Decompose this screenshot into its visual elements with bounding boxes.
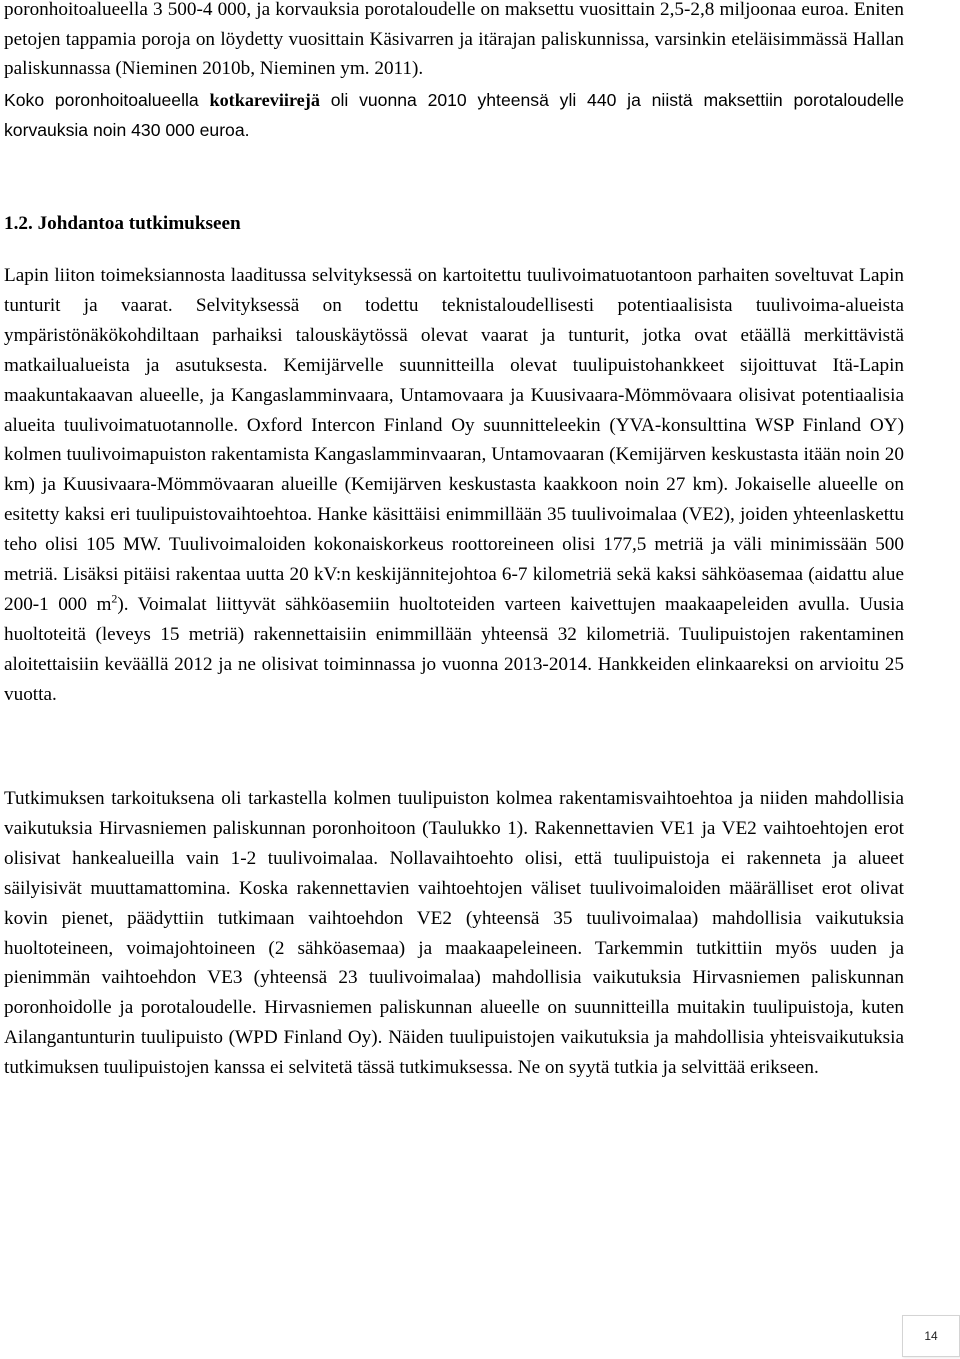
page-number: 14 <box>902 1315 960 1357</box>
superscript-2: 2 <box>111 591 118 606</box>
intro-p2-bold-term: kotkareviirejä <box>209 90 320 110</box>
intro-paragraph-1: poronhoitoalueella 3 500-4 000, ja korvauksia porotaloudelle on maksettu vuosittain 2,5-2,8 miljoonaa euroa. Eniten petojen tappamia poroja on löydetty vuosittain Käsivarren ja itärajan paliskunnissa, varsinkin eteläisimmässä Hallan paliskunnassa (Nieminen 2010b, Nieminen ym. 2011). <box>4 0 904 79</box>
section-p1-text-start: Lapin liiton toimeksiannosta laaditussa selvityksessä on kartoitettu tuulivoimatuotantoon parhaiten soveltuvat Lapin tunturit ja vaarat. Selvityksessä on todettu teknistaloudellisesti potentiaalisista tuulivoima-alueista ympäristönäkökohdiltaan parhaiksi talouskäytössä olevat vaarat ja tunturit, jotka ovat etäällä merkittävistä matkailualueista ja asutuksesta. Kemijärvelle suunnitteilla olevat tuulipuistohankkeet sijoittuvat Itä-Lapin maakuntakaavan alueelle, ja Kangaslamminvaara, Untamovaara ja Kuusivaara-Mömmövaara olisivat potentiaalisia alueita tuulivoimatuotannolle. Oxford Intercon Finland Oy suunnitteleekin (YVA-konsulttina WSP Finland OY) kolmen tuulivoimapuiston rakentamista Kangaslamminvaaran, Untamovaaran (Kemijärven keskustasta itään noin 20 km) ja Kuusivaara-Mömmövaaran alueille (Kemijärven keskustasta kaakkoon noin 27 km). Jokaiselle alueelle on esitetty kaksi eri tuulipuistovaihtoehtoa. Hanke käsittäisi enimmillään 35 tuulivoimalaa (VE2), joiden yhteenlaskettu teho olisi 105 MW. Tuulivoimaloiden kokonaiskorkeus roottoreineen olisi 177,5 metriä ja väli minimissään 500 metriä. Lisäksi pitäisi rakentaa uutta 20 kV:n keskijännitejohtoa 6-7 kilometriä sekä kaksi sähköasemaa (aidattu alue 200-1 000 m <box>4 265 904 615</box>
intro-p2-text-end: oli vuonna 2010 yhteensä yli 440 ja niistä maksettiin porotaloudelle korvauksia noin 430 000 euroa. <box>4 90 904 140</box>
section-p1-text-end: ). Voimalat liittyvät sähköasemiin huoltoteiden varteen kaivettujen maakaapeleiden avulla. Uusia huoltoteitä (leveys 15 metriä) rakennettaisiin enimmillään yhteensä 32 kilometriä. Tuulipuistojen rakentaminen aloitettaisiin keväällä 2012 ja ne olisivat toiminnassa jo vuonna 2013-2014. Hankkeiden elinkaareksi on arvioitu 25 vuotta. <box>4 593 904 705</box>
intro-p2-text-start: Koko poronhoitoalueella <box>4 90 210 110</box>
section-paragraph-2: Tutkimuksen tarkoituksena oli tarkastella kolmen tuulipuiston kolmea rakentamisvaihtoehtoa ja niiden mahdollisia vaikutuksia Hirvasniemen paliskunnan poronhoitoon (Taulukko 1). Rakennettavien VE1 ja VE2 vaihtoehtojen erot olisivat hankealueilla vain 1-2 tuulivoimalaa. Nollavaihtoehto olisi, että tuulipuistoja ei rakenneta ja alueet säilyisivät muuttamattomina. Koska rakennettavien vaihtoehtojen väliset tuulivoimaloiden määrälliset erot olivat kovin pienet, päädyttiin tutkimaan vaihtoehdon VE2 (yhteensä 35 tuulivoimalaa) mahdollisia vaikutuksia huoltoteineen, voimajohtoineen (2 sähköasemaa) ja maakaapeleineen. Tarkemmin tutkittiin myös uuden ja pienimmän vaihtoehdon VE3 (yhteensä 23 tuulivoimalaa) mahdollisia vaikutuksia Hirvasniemen paliskunnan poronhoidolle ja porotaloudelle. Hirvasniemen paliskunnan alueelle on suunnitteilla muitakin tuulipuistoja, kuten Ailangantunturin tuulipuisto (WPD Finland Oy). Näiden tuulipuistojen vaikutuksia ja mahdollisia yhteisvaikutuksia tutkimuksen tuulipuistojen kanssa ei selvitetä tässä tutkimuksessa. Ne on syytä tutkia ja selvittää erikseen. <box>4 788 904 1079</box>
section-paragraph-1 <box>4 261 904 710</box>
intro-paragraph-2 <box>4 85 904 145</box>
section-heading: 1.2. Johdantoa tutkimukseen <box>4 213 241 234</box>
